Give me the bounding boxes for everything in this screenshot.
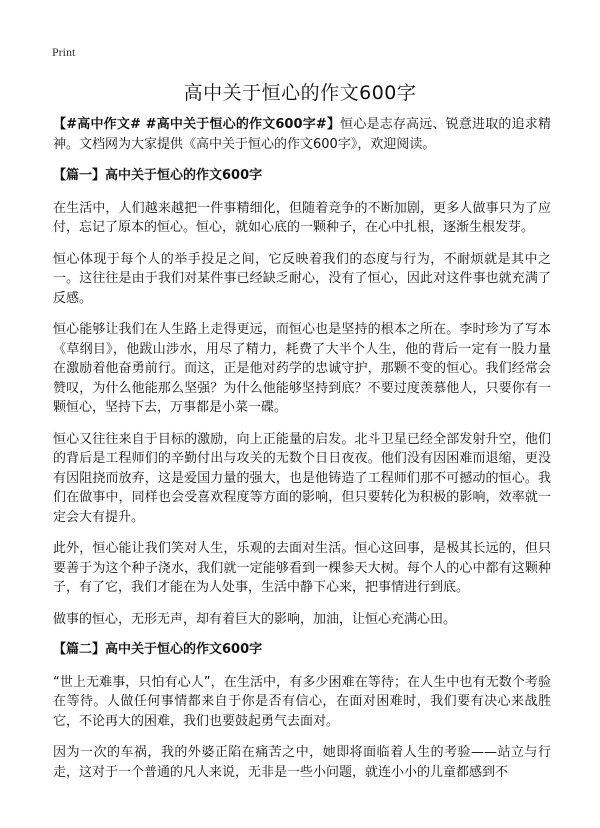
section-2-paragraph: “世上无难事，只怕有心人”，在生活中，有多少困难在等待；在人生中也有无数个考验在等待。人做任何事情都来自于你是否有信心，在面对困难时，我们要有决心来战胜它，不论再大的困难，我们也要鼓起勇气去面对。 [53, 674, 551, 729]
section-heading-1: 【篇一】高中关于恒心的作文600字 [53, 168, 263, 183]
intro-paragraph [53, 115, 551, 154]
section-1-paragraph: 在生活中，人们越来越把一件事精细化，但随着竞争的不断加剧，更多人做事只为了应付，忘记了原本的恒心。恒心，就如心底的一颗种子，在心中扎根，逐渐生根发芽。 [53, 200, 551, 235]
section-1-paragraph: 恒心又往往来自于目标的激励，向上正能量的启发。北斗卫星已经全部发射升空，他们的背后是工程师们的辛勤付出与攻关的无数个日日夜夜。他们没有因困难而退缩，更没有因阻挠而放弃，这是爱国力量的强大，也是他铸造了工程师们那不可撼动的恒心。我们在做事中，同样也会受喜欢程度等方面的影响，但只要转化为积极的影响，效率就一定会大有提升。 [53, 431, 551, 525]
section-heading-2: 【篇二】高中关于恒心的作文600字 [53, 642, 263, 657]
section-1-paragraph: 恒心体现于每个人的举手投足之间，它反映着我们的态度与行为，不耐烦就是其中之一。这往往是由于我们对某件事已经缺乏耐心，没有了恒心，因此对这件事也就充满了反感。 [53, 251, 551, 306]
print-label: Print [52, 45, 76, 59]
page-title: 高中关于恒心的作文600字 [183, 82, 417, 104]
section-1-paragraph: 做事的恒心，无形无声，却有着巨大的影响，加油，让恒心充满心田。 [53, 611, 457, 627]
intro-tag: 【#高中作文# #高中关于恒心的作文600字#】 [53, 117, 341, 132]
section-2-paragraph: 因为一次的车祸，我的外婆正陷在痛苦之中，她即将面临着人生的考验——站立与行走，这对于一个普通的凡人来说，无非是一些小问题，就连小小的儿童都感到不 [53, 745, 551, 780]
article-body [53, 115, 551, 794]
intro-text: 恒心是志存高远、锐意进取的追求精神。文档网为大家提供《高中关于恒心的作文600字》，欢迎阅读。 [53, 117, 551, 152]
section-1-paragraph: 恒心能够让我们在人生路上走得更远，而恒心也是坚持的根本之所在。李时珍为了写本《草纲目》，他跋山涉水，用尽了精力，耗费了大半个人生，他的背后一定有一股力量在激励着他奋勇前行。而这，正是他对药学的忠诚守护，那颗不变的恒心。我们经常会赞叹，为什么他能那么坚强？为什么他能够坚持到底？不要过度羡慕他人，只要你有一颗恒心，坚持下去，万事都是小菜一碟。 [53, 322, 551, 415]
section-1-paragraph: 此外，恒心能让我们笑对人生，乐观的去面对生活。恒心这回事，是极其长远的，但只要善于为这个种子浇水，我们就一定能够看到一棵参天大树。每个人的心中都有这颗种子，有了它，我们才能在为人处事，生活中静下心来，把事情进行到底。 [53, 541, 551, 595]
